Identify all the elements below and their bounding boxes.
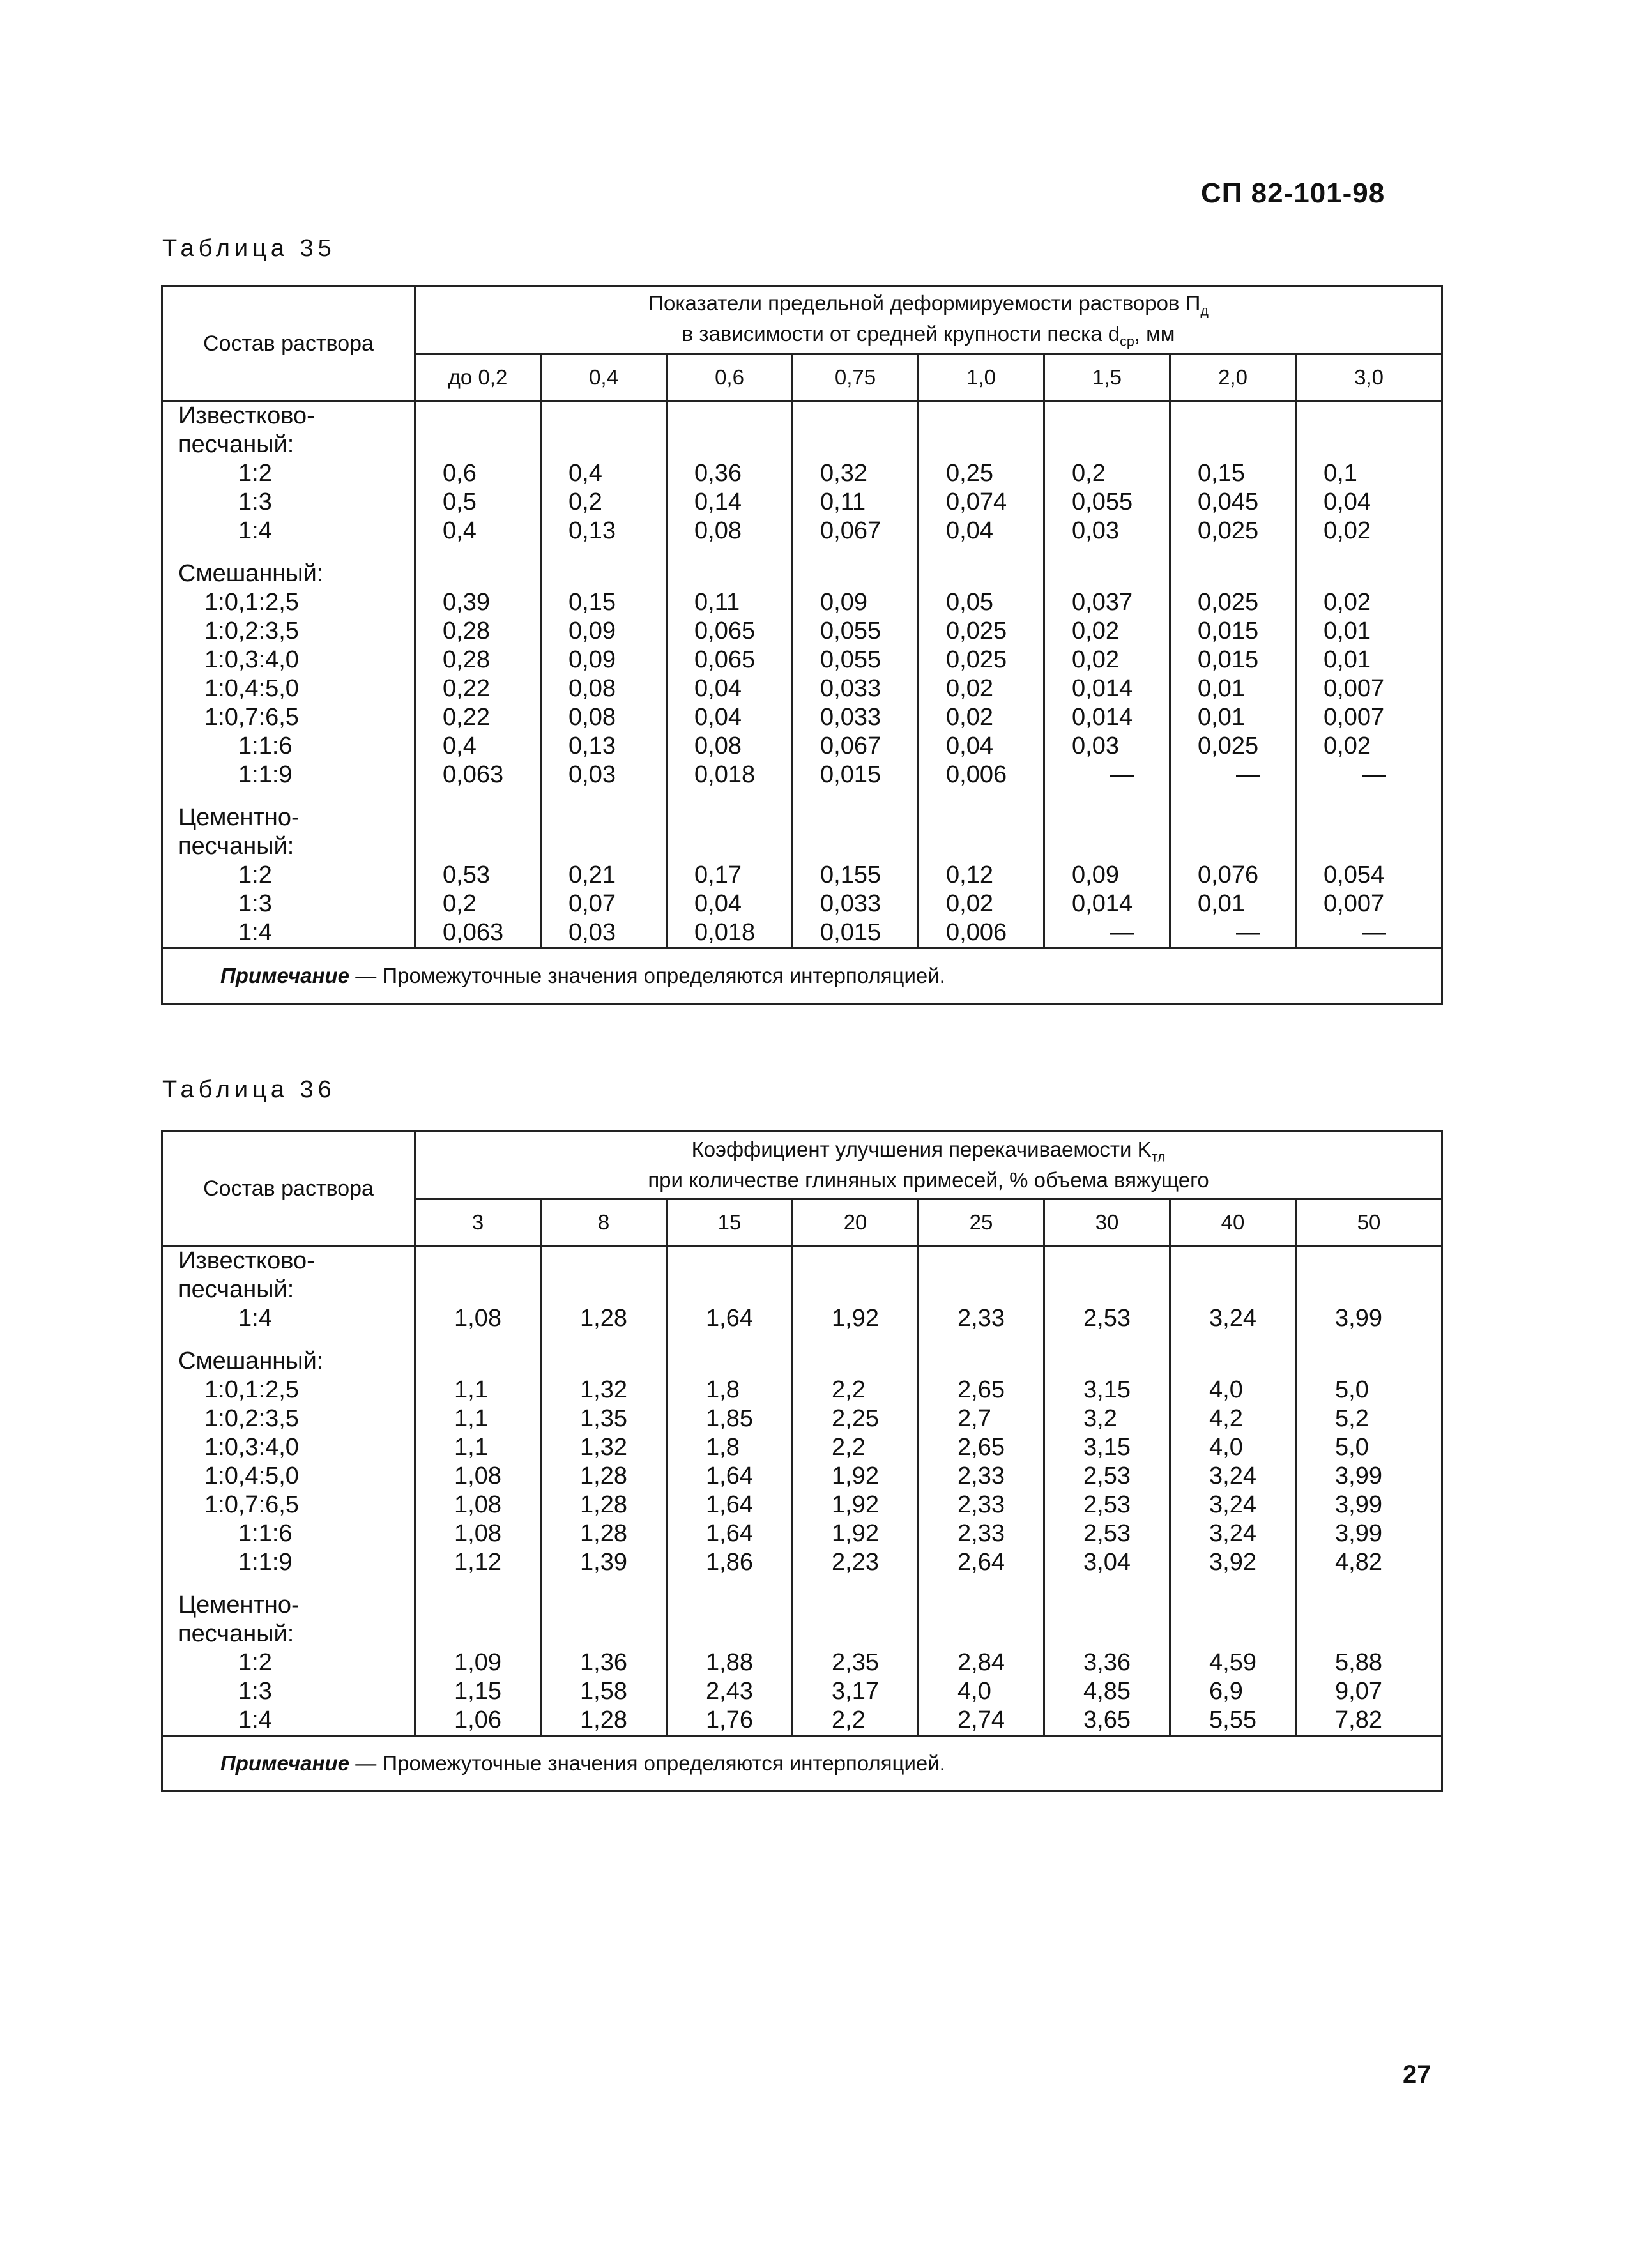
ratio-label: 1:4: [238, 517, 272, 544]
table-cell: 1,09: [454, 1649, 501, 1676]
page-number: 27: [1403, 2060, 1431, 2089]
group-label: Смешанный:: [178, 1348, 324, 1374]
table-cell: 0,03: [1072, 733, 1119, 759]
table-cell: 2,2: [832, 1707, 866, 1733]
value-column: [1296, 1246, 1442, 1736]
table-cell: 2,33: [957, 1520, 1005, 1547]
table-cell: 1,28: [580, 1491, 627, 1518]
table-cell: 0,04: [694, 890, 742, 917]
table-cell: 1,28: [580, 1463, 627, 1489]
table-cell: 0,018: [694, 761, 756, 788]
table-cell: 3,99: [1335, 1520, 1382, 1547]
group-label: песчаный:: [178, 431, 294, 458]
table-cell: 0,36: [694, 460, 742, 487]
note-label: Примечание: [220, 1751, 350, 1775]
note-text: — Промежуточные значения определяются интерполяцией.: [349, 1751, 945, 1775]
ratio-label: 1:0,3:4,0: [204, 1434, 299, 1461]
table-cell: 3,24: [1209, 1305, 1256, 1332]
table-cell: 1,92: [832, 1491, 879, 1518]
table-cell: 0,15: [1198, 460, 1245, 487]
ratio-label: 1:3: [238, 1678, 272, 1705]
table-cell: 0,14: [694, 489, 742, 515]
table-cell: 1,64: [706, 1520, 753, 1547]
table-cell: 0,025: [1198, 733, 1259, 759]
table-cell: 0,03: [568, 761, 616, 788]
column-header: 8: [541, 1199, 667, 1246]
table-cell: 0,014: [1072, 890, 1133, 917]
table-cell: 0,11: [820, 489, 866, 515]
group-label: Известково-: [178, 402, 315, 429]
table-cell: 1,1: [454, 1376, 488, 1403]
table-cell: 0,015: [820, 761, 881, 788]
table-cell: 9,07: [1335, 1678, 1382, 1705]
table-cell: 0,065: [694, 646, 756, 673]
table-cell: 2,53: [1083, 1491, 1131, 1518]
table-cell: 0,02: [946, 675, 993, 702]
table-cell: 2,53: [1083, 1520, 1131, 1547]
ratio-label: 1:4: [238, 1305, 272, 1332]
table36-title: Таблица 36: [162, 1076, 336, 1103]
table-cell: 0,02: [1324, 733, 1371, 759]
table-cell: 2,53: [1083, 1305, 1131, 1332]
table-cell: 5,55: [1209, 1707, 1256, 1733]
value-column: [1170, 1246, 1296, 1736]
table-cell: 1,92: [832, 1305, 879, 1332]
column-header: 25: [919, 1199, 1044, 1246]
table-cell: 0,5: [443, 489, 477, 515]
table-cell: 4,0: [957, 1678, 991, 1705]
table-cell: 1,64: [706, 1305, 753, 1332]
group-label: Цементно-: [178, 804, 300, 831]
table35-title: Таблица 35: [162, 235, 336, 262]
table-cell: 1,86: [706, 1549, 753, 1576]
document-code: СП 82-101-98: [1201, 178, 1385, 209]
table35-main-header: [415, 287, 1442, 354]
value-column: [1170, 401, 1296, 948]
table-cell: 3,2: [1083, 1405, 1117, 1432]
ratio-label: 1:3: [238, 890, 272, 917]
table-cell: 1,28: [580, 1305, 627, 1332]
table-cell: 0,067: [820, 733, 881, 759]
ratio-label: 1:0,2:3,5: [204, 618, 299, 644]
value-column: [541, 401, 667, 948]
table-cell: 4,0: [1209, 1434, 1243, 1461]
ratio-label: 1:0,1:2,5: [204, 589, 299, 616]
table-cell: 0,063: [443, 919, 504, 946]
table-cell: 3,15: [1083, 1434, 1131, 1461]
table-cell: 1,08: [454, 1305, 501, 1332]
table-cell: 0,13: [568, 733, 616, 759]
value-column: [415, 401, 541, 948]
ratio-label: 1:0,7:6,5: [204, 704, 299, 731]
ratio-label: 1:2: [238, 862, 272, 888]
table-cell: 0,04: [946, 517, 993, 544]
table-cell: 1,1: [454, 1434, 488, 1461]
table-cell: 3,99: [1335, 1463, 1382, 1489]
table-cell: 1,28: [580, 1520, 627, 1547]
table-cell: 0,28: [443, 618, 490, 644]
table-cell: 0,025: [1198, 589, 1259, 616]
column-header: 3: [415, 1199, 541, 1246]
table-cell: 0,155: [820, 862, 881, 888]
table-cell: 0,018: [694, 919, 756, 946]
table-cell: 0,063: [443, 761, 504, 788]
header-line1: Коэффициент улучшения перекачиваемости K: [691, 1138, 1152, 1162]
table-cell: 3,99: [1335, 1491, 1382, 1518]
table-cell: 4,85: [1083, 1678, 1131, 1705]
ratio-label: 1:1:9: [238, 761, 293, 788]
table-cell: 0,015: [1198, 646, 1259, 673]
table-cell: 0,04: [694, 675, 742, 702]
table-cell: 0,054: [1324, 862, 1385, 888]
table-cell: 3,17: [832, 1678, 879, 1705]
column-header: 1,0: [919, 354, 1044, 401]
table-cell: 0,32: [820, 460, 867, 487]
value-column: [541, 1246, 667, 1736]
ratio-label: 1:0,2:3,5: [204, 1405, 299, 1432]
table-cell: 0,025: [946, 618, 1007, 644]
table-cell: 0,08: [568, 704, 616, 731]
value-column: [415, 1246, 541, 1736]
table-cell: 3,65: [1083, 1707, 1131, 1733]
value-column: [667, 1246, 793, 1736]
table35: [161, 285, 1443, 1005]
table-cell: 0,006: [946, 919, 1007, 946]
table-cell: 2,2: [832, 1376, 866, 1403]
table-cell: 0,08: [694, 517, 742, 544]
table-cell: 2,84: [957, 1649, 1005, 1676]
value-column: [1296, 401, 1442, 948]
table-cell: 0,055: [820, 646, 881, 673]
table-cell: 0,015: [1198, 618, 1259, 644]
table-cell: 0,03: [1072, 517, 1119, 544]
table-cell: 0,04: [946, 733, 993, 759]
table-cell: 0,007: [1324, 704, 1385, 731]
column-header: 3,0: [1296, 354, 1442, 401]
table-cell: 0,014: [1072, 704, 1133, 731]
group-label: песчаный:: [178, 1620, 294, 1647]
table-cell: 3,15: [1083, 1376, 1131, 1403]
header-line2-sub: ср: [1120, 333, 1134, 349]
table-cell: 4,0: [1209, 1376, 1243, 1403]
ratio-label: 1:0,4:5,0: [204, 1463, 299, 1489]
table-cell: 0,01: [1324, 618, 1371, 644]
ratio-label: 1:2: [238, 460, 272, 487]
table-cell: 0,055: [820, 618, 881, 644]
table-cell: 0,4: [443, 517, 477, 544]
table-cell: 0,09: [820, 589, 867, 616]
table-cell: 0,03: [568, 919, 616, 946]
note-text: — Промежуточные значения определяются интерполяцией.: [349, 964, 945, 987]
table-cell: 2,35: [832, 1649, 879, 1676]
table-cell: —: [1110, 919, 1134, 946]
table-cell: 1,1: [454, 1405, 488, 1432]
header-line2: при количестве глиняных примесей, % объема вяжущего: [648, 1168, 1209, 1192]
table-cell: 0,08: [694, 733, 742, 759]
table-cell: 1,64: [706, 1463, 753, 1489]
table-cell: 0,2: [443, 890, 477, 917]
table-cell: 2,7: [957, 1405, 991, 1432]
table-cell: 0,02: [1324, 517, 1371, 544]
table-cell: 4,2: [1209, 1405, 1243, 1432]
table-cell: 5,88: [1335, 1649, 1382, 1676]
ratio-label: 1:0,7:6,5: [204, 1491, 299, 1518]
table-cell: 1,28: [580, 1707, 627, 1733]
value-column: [1044, 401, 1170, 948]
table-cell: 1,8: [706, 1376, 740, 1403]
table-cell: 0,033: [820, 890, 881, 917]
ratio-label: 1:3: [238, 489, 272, 515]
table-cell: 0,07: [568, 890, 616, 917]
table-cell: —: [1236, 761, 1260, 788]
table-cell: 1,36: [580, 1649, 627, 1676]
table-cell: 0,02: [946, 704, 993, 731]
table-cell: 0,033: [820, 675, 881, 702]
table-cell: 1,08: [454, 1491, 501, 1518]
table36: [161, 1130, 1443, 1792]
table-cell: 0,01: [1198, 704, 1245, 731]
table-cell: 2,33: [957, 1491, 1005, 1518]
table-cell: 0,065: [694, 618, 756, 644]
table-cell: 1,92: [832, 1463, 879, 1489]
ratio-label: 1:4: [238, 919, 272, 946]
column-header: 30: [1044, 1199, 1170, 1246]
ratio-label: 1:0,4:5,0: [204, 675, 299, 702]
table-cell: 0,037: [1072, 589, 1133, 616]
table-cell: 0,12: [946, 862, 993, 888]
value-column: [919, 401, 1044, 948]
table-cell: 2,25: [832, 1405, 879, 1432]
table-cell: 0,02: [1072, 618, 1119, 644]
table-cell: 0,007: [1324, 675, 1385, 702]
table-cell: —: [1362, 919, 1386, 946]
table-cell: 5,2: [1335, 1405, 1369, 1432]
column-header: 50: [1296, 1199, 1442, 1246]
table-cell: 7,82: [1335, 1707, 1382, 1733]
table-cell: 2,53: [1083, 1463, 1131, 1489]
table-cell: 0,21: [568, 862, 616, 888]
table-cell: 0,2: [1072, 460, 1106, 487]
table-cell: 0,007: [1324, 890, 1385, 917]
table-cell: 1,08: [454, 1520, 501, 1547]
group-label: песчаный:: [178, 833, 294, 860]
table-cell: 3,24: [1209, 1463, 1256, 1489]
table-cell: 1,85: [706, 1405, 753, 1432]
table-cell: 2,2: [832, 1434, 866, 1461]
table-cell: 3,36: [1083, 1649, 1131, 1676]
table-cell: 0,1: [1324, 460, 1357, 487]
table-cell: 0,28: [443, 646, 490, 673]
table-cell: 0,11: [694, 589, 740, 616]
table-cell: 0,076: [1198, 862, 1259, 888]
table-cell: 3,24: [1209, 1491, 1256, 1518]
table-cell: 0,53: [443, 862, 490, 888]
table-cell: 4,82: [1335, 1549, 1382, 1576]
column-header: 1,5: [1044, 354, 1170, 401]
ratio-label: 1:4: [238, 1707, 272, 1733]
table-cell: 2,43: [706, 1678, 753, 1705]
table-cell: 0,6: [443, 460, 477, 487]
table-cell: 1,8: [706, 1434, 740, 1461]
table-cell: 1,76: [706, 1707, 753, 1733]
composition-column: [162, 401, 415, 948]
table-cell: 2,33: [957, 1463, 1005, 1489]
table-cell: 0,074: [946, 489, 1007, 515]
column-header: 40: [1170, 1199, 1296, 1246]
ratio-label: 1:1:6: [238, 733, 293, 759]
header-line2-unit: , мм: [1134, 321, 1175, 346]
table-cell: 2,74: [957, 1707, 1005, 1733]
table-cell: —: [1362, 761, 1386, 788]
column-header: 0,4: [541, 354, 667, 401]
table-cell: 0,09: [1072, 862, 1119, 888]
value-column: [793, 401, 919, 948]
column-header: 15: [667, 1199, 793, 1246]
table-cell: 0,22: [443, 704, 490, 731]
table-cell: 0,22: [443, 675, 490, 702]
table35-note: [162, 948, 1442, 1004]
table-cell: 1,88: [706, 1649, 753, 1676]
table-cell: 0,01: [1198, 890, 1245, 917]
table36-main-header: [415, 1132, 1442, 1199]
table-cell: 0,01: [1324, 646, 1371, 673]
table-cell: 0,25: [946, 460, 993, 487]
table-cell: 0,09: [568, 646, 616, 673]
value-column: [793, 1246, 919, 1736]
column-header: 0,6: [667, 354, 793, 401]
table-cell: 1,58: [580, 1678, 627, 1705]
table-cell: 2,65: [957, 1434, 1005, 1461]
table-cell: 5,0: [1335, 1376, 1369, 1403]
table-cell: —: [1110, 761, 1134, 788]
table-cell: 0,15: [568, 589, 616, 616]
table-cell: 0,17: [694, 862, 742, 888]
table-cell: 3,24: [1209, 1520, 1256, 1547]
table36-note: [162, 1736, 1442, 1792]
table-cell: 0,055: [1072, 489, 1133, 515]
group-label: песчаный:: [178, 1276, 294, 1303]
table-cell: 0,04: [694, 704, 742, 731]
table-cell: 4,59: [1209, 1649, 1256, 1676]
table-cell: 0,2: [568, 489, 602, 515]
table-cell: 5,0: [1335, 1434, 1369, 1461]
table-cell: 0,05: [946, 589, 993, 616]
column-header: 2,0: [1170, 354, 1296, 401]
table-cell: —: [1236, 919, 1260, 946]
table-cell: 3,92: [1209, 1549, 1256, 1576]
ratio-label: 1:2: [238, 1649, 272, 1676]
table-cell: 0,08: [568, 675, 616, 702]
ratio-label: 1:1:9: [238, 1549, 293, 1576]
table-cell: 0,4: [443, 733, 477, 759]
table-cell: 1,92: [832, 1520, 879, 1547]
table-cell: 0,014: [1072, 675, 1133, 702]
table-cell: 3,99: [1335, 1305, 1382, 1332]
header-line2: в зависимости от средней крупности песка d: [682, 321, 1120, 346]
table-cell: 0,02: [1072, 646, 1119, 673]
composition-header: Состав раствора: [162, 1132, 415, 1246]
table-cell: 2,65: [957, 1376, 1005, 1403]
table-cell: 3,04: [1083, 1549, 1131, 1576]
table-cell: 1,15: [454, 1678, 501, 1705]
table-cell: 1,08: [454, 1463, 501, 1489]
ratio-label: 1:0,1:2,5: [204, 1376, 299, 1403]
table-cell: 0,045: [1198, 489, 1259, 515]
table-cell: 0,02: [1324, 589, 1371, 616]
ratio-label: 1:1:6: [238, 1520, 293, 1547]
table-cell: 2,64: [957, 1549, 1005, 1576]
group-label: Известково-: [178, 1247, 315, 1274]
table-cell: 0,006: [946, 761, 1007, 788]
table-cell: 0,02: [946, 890, 993, 917]
note-label: Примечание: [220, 964, 350, 987]
table-cell: 0,39: [443, 589, 490, 616]
composition-column: [162, 1246, 415, 1736]
table-cell: 1,39: [580, 1549, 627, 1576]
table-cell: 0,04: [1324, 489, 1371, 515]
header-line1-sub: тл: [1151, 1149, 1166, 1165]
table-cell: 1,32: [580, 1434, 627, 1461]
table-cell: 1,35: [580, 1405, 627, 1432]
table-cell: 0,033: [820, 704, 881, 731]
table-cell: 1,12: [454, 1549, 501, 1576]
group-label: Цементно-: [178, 1592, 300, 1618]
column-header: до 0,2: [415, 354, 541, 401]
table-cell: 2,23: [832, 1549, 879, 1576]
header-line1: Показатели предельной деформируемости растворов П: [648, 291, 1201, 316]
table-cell: 1,32: [580, 1376, 627, 1403]
column-header: 20: [793, 1199, 919, 1246]
value-column: [919, 1246, 1044, 1736]
table-cell: 0,025: [1198, 517, 1259, 544]
value-column: [1044, 1246, 1170, 1736]
value-column: [667, 401, 793, 948]
table-cell: 1,64: [706, 1491, 753, 1518]
table-cell: 0,015: [820, 919, 881, 946]
table-cell: 0,067: [820, 517, 881, 544]
table-cell: 0,09: [568, 618, 616, 644]
column-header: 0,75: [793, 354, 919, 401]
table-cell: 6,9: [1209, 1678, 1243, 1705]
composition-header: Состав раствора: [162, 287, 415, 401]
table-cell: 0,025: [946, 646, 1007, 673]
table-cell: 1,06: [454, 1707, 501, 1733]
table-cell: 2,33: [957, 1305, 1005, 1332]
table-cell: 0,13: [568, 517, 616, 544]
table-cell: 0,01: [1198, 675, 1245, 702]
table-cell: 0,4: [568, 460, 602, 487]
header-line1-sub: д: [1200, 303, 1209, 319]
ratio-label: 1:0,3:4,0: [204, 646, 299, 673]
group-label: Смешанный:: [178, 560, 324, 587]
